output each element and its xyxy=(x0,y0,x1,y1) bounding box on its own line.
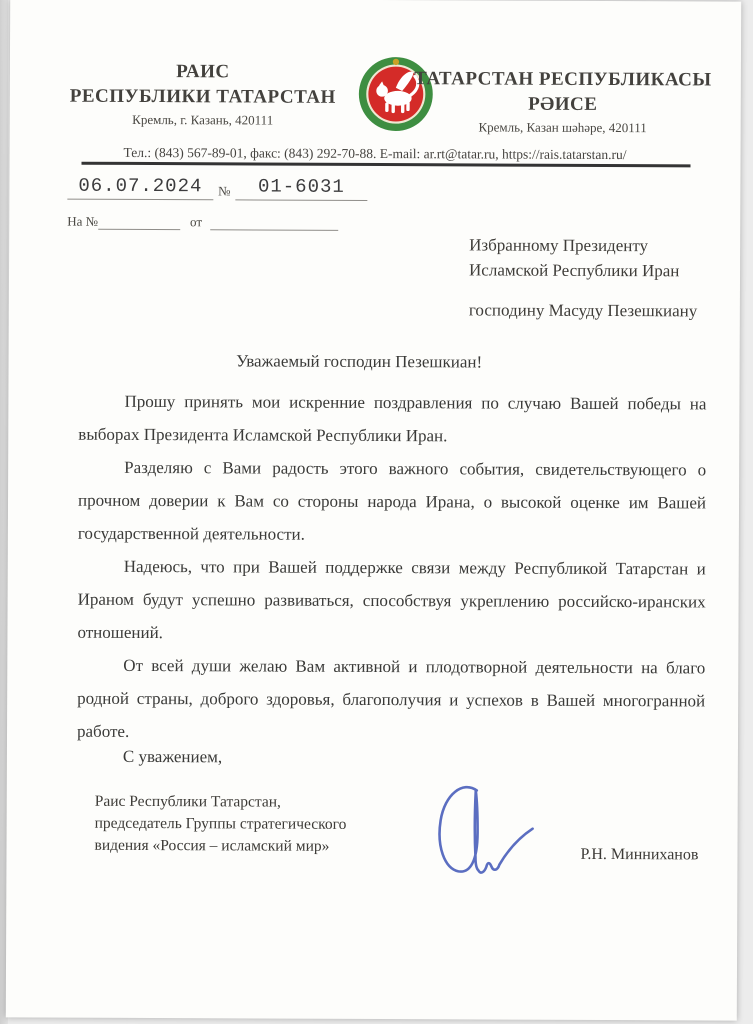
letterhead xyxy=(10,50,741,153)
letter-number: 01-6031 xyxy=(235,175,367,201)
paragraph-shared-joy: Разделяю с Вами радость этого важного события, свидетельствующего о прочном доверии к Вам со стороны народа Ирана, о высокой оценке им Вашей государственной деятельности. xyxy=(77,457,707,544)
sender-line1: Раис Республики Татарстан, xyxy=(94,792,281,811)
sender-line3: видения «Россия – исламский мир» xyxy=(94,836,330,855)
recipient-gap xyxy=(469,282,729,298)
office-title-ru-line1: РАИС xyxy=(176,61,230,83)
office-title-ru-line2: РЕСПУБЛИКИ ТАТАРСТАН xyxy=(69,85,336,108)
salutation: Уважаемый господин Пезешкиан! xyxy=(236,351,483,372)
contact-line: Тел.: (843) 567-89-01, факс: (843) 292-70-88. E-mail: ar.rt@tatar.ru, https://rais.tatarstan.ru/ xyxy=(123,144,627,163)
paragraph-congratulations: Прошу принять мои искренние поздравления по случаю Вашей победы на выборах Президента Исламской Республики Иран. xyxy=(78,391,707,446)
sender-line2: председатель Группы стратегического xyxy=(94,814,347,833)
paragraph-wishes: От всей души желаю Вам активной и плодотворной деятельности на благо родной страны, доброго здоровья, благополучия и успехов в Вашей многогранной работе. xyxy=(76,655,706,741)
signer-name: Р.Н. Минниханов xyxy=(580,845,699,864)
reply-from-label: от xyxy=(190,214,203,230)
reply-number-blank xyxy=(98,214,180,230)
sender-block xyxy=(94,791,394,858)
letter-body xyxy=(77,385,707,751)
recipient-name: господину Масуду Пезешкиану xyxy=(468,300,698,321)
office-title-tt-line2: РӘИСЕ xyxy=(528,93,598,115)
reply-to-label: На № xyxy=(67,213,99,229)
number-sign-label: № xyxy=(218,183,231,199)
incoming-row xyxy=(67,214,367,231)
paragraph-cooperation: Надеюсь, что при Вашей поддержке связи между Республикой Татарстан и Ираном будут успешно развиваться, способствуя укреплению российско-иранских отношений. xyxy=(77,556,706,643)
letterhead-tatar xyxy=(413,66,713,136)
recipient-title-line1: Избранному Президенту xyxy=(469,235,649,256)
reference-block xyxy=(67,175,367,231)
outgoing-row xyxy=(67,175,367,201)
office-address-ru: Кремль, г. Казань, 420111 xyxy=(132,111,274,128)
letter-page xyxy=(6,0,741,1021)
letterhead-russian xyxy=(58,59,348,129)
handwritten-signature xyxy=(414,772,560,898)
recipient-block xyxy=(469,232,729,323)
office-title-tt-line1: ТАТАРСТАН РЕСПУБЛИКАСЫ xyxy=(414,68,712,91)
closing-respect: С уважением, xyxy=(122,746,223,767)
signature-icon xyxy=(414,772,560,898)
office-address-tt: Кремль, Казан шәһәре, 420111 xyxy=(478,119,647,136)
recipient-title-line2: Исламской Республики Иран xyxy=(469,260,680,281)
letter-date: 06.07.2024 xyxy=(67,175,213,201)
reply-date-blank xyxy=(210,214,338,231)
